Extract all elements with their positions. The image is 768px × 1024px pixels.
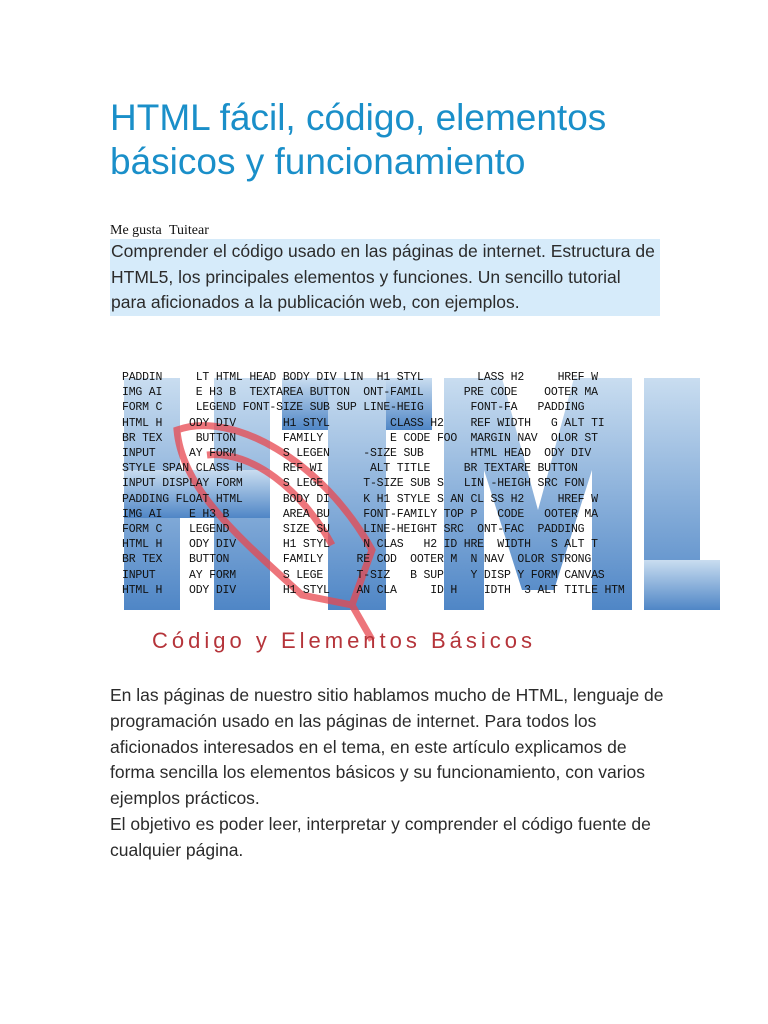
code-line: BR TEX BUTTON FAMILY E CODE FOO MARGIN NAV OLOR ST	[122, 431, 598, 445]
tweet-button[interactable]: Tuitear	[168, 223, 209, 238]
code-line: IMG AI E H3 B AREA BU FONT-FAMILY TOP P CODE OOTER MA	[122, 507, 598, 521]
code-line: BR TEX BUTTON FAMILY RE COD OOTER M N NAV OLOR STRONG	[122, 553, 592, 567]
article-body	[110, 683, 670, 864]
code-line: STYLE SPAN CLASS H REF WI ALT TITLE BR TEXTARE BUTTON	[122, 462, 578, 476]
code-line: INPUT DISPLAY FORM S LEGE T-SIZE SUB S LIN -HEIGH SRC FON	[122, 477, 585, 491]
code-line: PADDIN LT HTML HEAD BODY DIV LIN H1 STYL LASS H2 HREF W	[122, 371, 598, 384]
title-line-1: HTML fácil, código, elementos	[110, 97, 607, 138]
banner-caption: Código y Elementos Básicos	[152, 628, 537, 653]
article-header	[110, 96, 660, 316]
code-line: HTML H ODY DIV H1 STYL CLASS H2 REF WIDTH G ALT TI	[122, 416, 605, 430]
code-line: INPUT AY FORM S LEGEN -SIZE SUB HTML HEAD ODY DIV	[122, 447, 592, 461]
code-line: INPUT AY FORM S LEGE T-SIZ B SUP Y DISP Y FORM CANVAS	[122, 568, 605, 582]
code-keyword-grid	[122, 370, 720, 612]
body-paragraph-1: En las páginas de nuestro sitio hablamos mucho de HTML, lenguaje de programación usado en las páginas de internet. Para todos los aficionados interesados en el tema, en este artículo explicamos de forma sencilla los elementos básicos y su funcionamiento, con varios ejemplos prácticos.	[110, 685, 664, 809]
html-banner-image	[122, 370, 722, 670]
code-line: FORM C LEGEND SIZE SU LINE-HEIGHT SRC ONT-FAC PADDING	[122, 523, 585, 537]
intro-summary: Comprender el código usado en las páginas de internet. Estructura de HTML5, los principales elementos y funciones. Un sencillo tutorial para aficionados a la publicación web, con ejemplos.	[110, 239, 660, 316]
code-line: IMG AI E H3 B TEXTAREA BUTTON ONT-FAMIL PRE CODE OOTER MA	[122, 386, 598, 400]
like-button[interactable]: Me gusta	[110, 223, 162, 238]
code-line: PADDING FLOAT HTML BODY DI K H1 STYLE S AN CL SS H2 HREF W	[122, 492, 598, 506]
code-line: FORM C LEGEND FONT-SIZE SUB SUP LINE-HEIG FONT-FA PADDING	[122, 401, 585, 415]
title-line-2: básicos y funcionamiento	[110, 141, 526, 182]
code-line: HTML H ODY DIV H1 STYL N CLAS H2 ID HRE WIDTH S ALT T	[122, 538, 598, 552]
social-buttons	[110, 222, 660, 239]
page-title	[110, 96, 660, 184]
body-paragraph-2: El objetivo es poder leer, interpretar y comprender el código fuente de cualquier página.	[110, 813, 651, 860]
code-line: HTML H ODY DIV H1 STYL AN CLA ID H IDTH 3 ALT TITLE HTM	[122, 583, 625, 597]
